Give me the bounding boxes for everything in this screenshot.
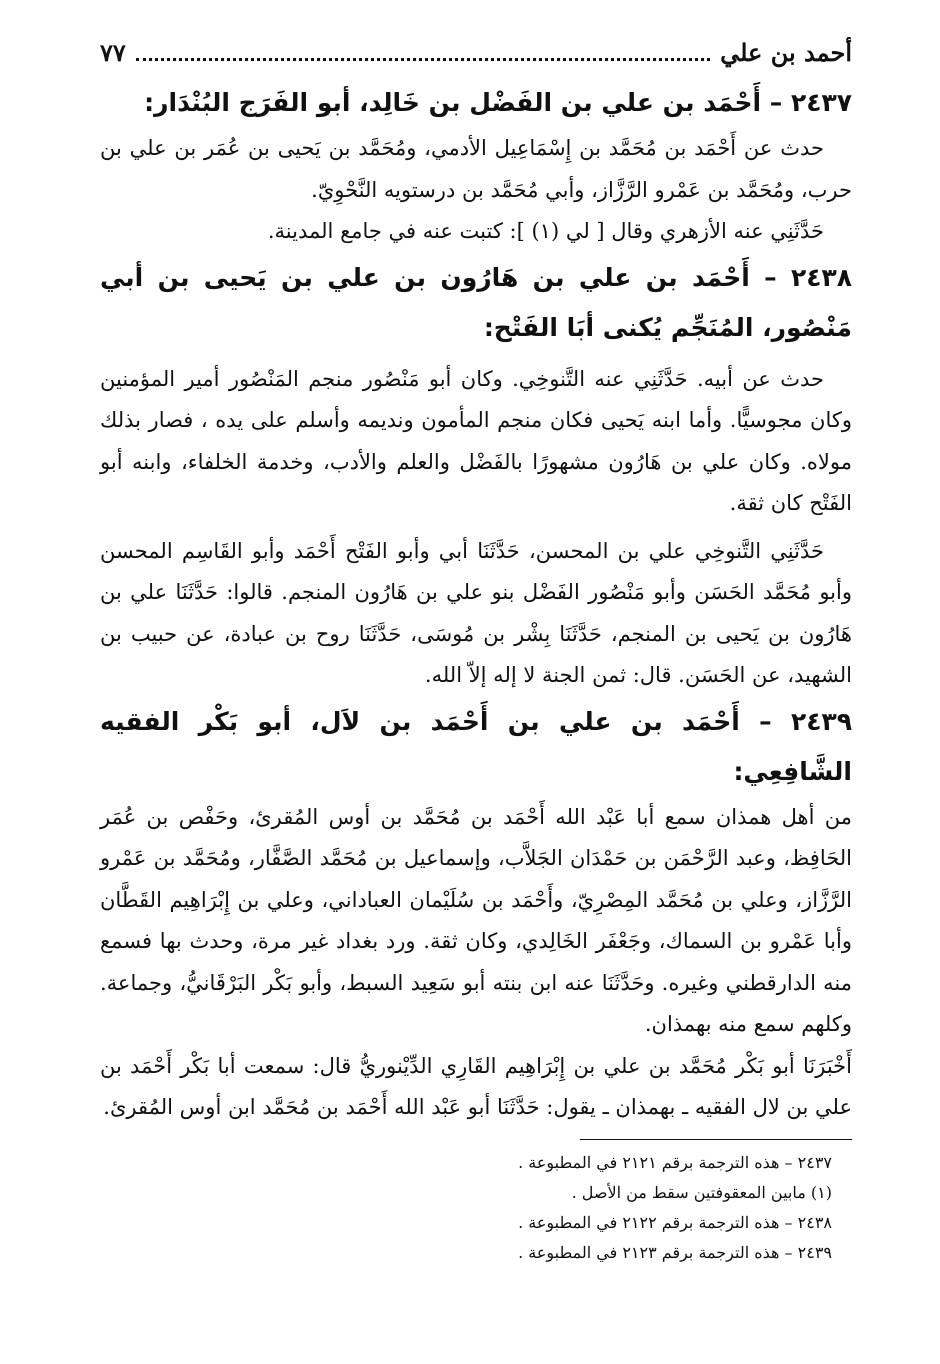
entry-2438-paragraph-2: حَدَّثَنِي التَّنوخِي علي بن المحسن، حَدَّثَنَا أبي وأبو الفَتْح أَحْمَد وأبو القَاسِم المحسن وأبو مُحَمَّد الحَسَن وأبو مَنْصُور الفَضْل بنو علي بن هَارُون المنجم. قالوا: حَدَّثَنَا علي بن هَارُون بن يَحيى بن المنجم، حَدَّثَنَا بِشْر بن مُوسَى، حَدَّثَنَا روح بن عبادة، عن حبيب بن الشهيد، عن الحَسَن. قال: ثمن الجنة لا إله إلاّ الله. [100, 538, 852, 687]
book-page [100, 38, 852, 1268]
entry-heading-2438: ٢٤٣٨ – أَحْمَد بن علي بن هَارُون بن علي بن يَحيى بن أبي مَنْصُور، المُنَجِّم يُكنى أبَا الفَتْح: [100, 262, 852, 342]
entry-heading-2437: ٢٤٣٧ – أَحْمَد بن علي بن الفَضْل بن خَالِد، أبو الفَرَج البُنْدَار: [144, 88, 852, 117]
footnotes [100, 1148, 852, 1268]
footnote-separator [580, 1139, 852, 1140]
footnote-2437: ٢٤٣٧ – هذه الترجمة برقم ٢١٢١ في المطبوعة . [518, 1152, 832, 1172]
footnote-2438: ٢٤٣٨ – هذه الترجمة برقم ٢١٢٢ في المطبوعة . [518, 1212, 832, 1232]
footnote-1: (١) مابين المعقوفتين سقط من الأصل . [571, 1182, 832, 1202]
page-number: ٧٧ [100, 38, 126, 67]
entry-2437-paragraph-1: حدث عن أَحْمَد بن مُحَمَّد بن إِسْمَاعِيل الأدمي، ومُحَمَّد بن يَحيى بن عُمَر بن علي بن حرب، ومُحَمَّد بن عَمْرو الرَّزَّاز، وأبي مُحَمَّد بن درستويه النَّحْوِيّ. [100, 136, 852, 202]
entry-2439-paragraph-1: من أهل همذان سمع أبا عَبْد الله أَحْمَد بن مُحَمَّد بن أوس المُقرئ، وحَفْص بن عُمَر الحَافِظ، وعبد الرَّحْمَن بن حَمْدَان الجَلاَّب، وإسماعيل بن مُحَمَّد الصَّفَّار، ومُحَمَّد بن عَمْرو الرَّزَّاز، وعلي بن مُحَمَّد المِصْرِيّ، وأَحْمَد بن سُلَيْمان العباداني، وعلي بن إِبْرَاهِيم القَطَّان وأبا عَمْرو بن السماك، وجَعْفَر الخَالِدي، وكان ثقة. ورد بغداد غير مرة، وحدث بها فسمع منه الدارقطني وغيره. وحَدَّثَنَا عنه ابن بنته أبو سَعِيد السبط، وأبو بَكْر البَرْقَانيُّ، وجماعة. وكلهم سمع منه بهمذان. [100, 804, 852, 1036]
entry-2438-paragraph-1: حدث عن أبيه. حَدَّثَنِي عنه التَّنوخِي. وكان أبو مَنْصُور منجم المَنْصُور أمير المؤمنين وكان مجوسيًّا. وأما ابنه يَحيى فكان منجم المأمون ونديمه وأسلم على يده ، فصار بذلك مولاه. وكان علي بن هَارُون مشهورًا بالفَضْل والعلم والأدب، وخدمة الخلفاء، وابنه أبو الفَتْح كان ثقة. [100, 366, 852, 515]
entry-2439-paragraph-2: أَخْبَرَنَا أبو بَكْر مُحَمَّد بن علي بن إِبْرَاهِيم القَارِي الدِّيْنوريُّ قال: سمعت أبا بَكْر أَحْمَد بن علي بن لال الفقيه ـ بهمذان ـ يقول: حَدَّثَنَا أبو عَبْد الله أَحْمَد بن مُحَمَّد ابن أوس المُقرئ. [100, 1053, 852, 1119]
running-head [100, 38, 852, 78]
leader-dots [136, 58, 710, 61]
entry-2437-paragraph-2: حَدَّثَنِي عنه الأزهري وقال [ لي (١) ]: كتبت عنه في جامع المدينة. [267, 219, 824, 243]
running-head-title: أحمد بن علي [720, 38, 852, 67]
entry-heading-2439: ٢٤٣٩ – أَحْمَد بن علي بن أَحْمَد بن لاَل، أبو بَكْر الفقيه الشَّافِعِي: [100, 706, 852, 786]
footnote-2439: ٢٤٣٩ – هذه الترجمة برقم ٢١٢٣ في المطبوعة . [518, 1242, 832, 1262]
